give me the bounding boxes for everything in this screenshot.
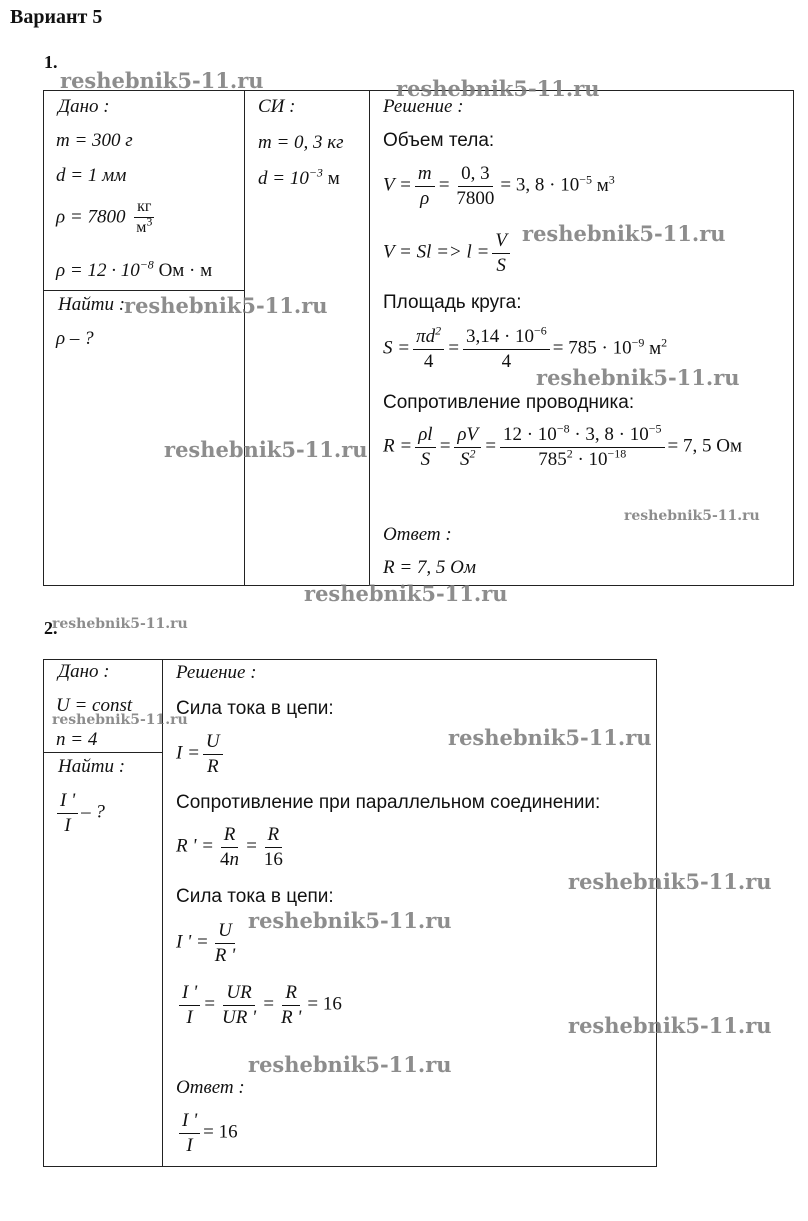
row-divider	[43, 752, 163, 753]
given-diameter: d = 1 мм	[56, 165, 127, 186]
soprot-text: Сопротивление проводника:	[383, 392, 635, 413]
watermark: reshebnik5-11.ru	[624, 508, 760, 524]
ploshad-text: Площадь круга:	[383, 292, 522, 313]
naiti-label: Найти :	[58, 294, 126, 315]
column-divider	[162, 659, 163, 1167]
otvet-label: Ответ :	[383, 524, 452, 545]
watermark: reshebnik5-11.ru	[536, 365, 740, 390]
given-resistivity: $\rho = 12 \cdot 10^{-8}$ Ом · м	[56, 257, 213, 281]
watermark: reshebnik5-11.ru	[568, 869, 772, 894]
otvet-label: Ответ :	[176, 1077, 245, 1098]
watermark: reshebnik5-11.ru	[248, 1052, 452, 1077]
given-mass: m = 300 г	[56, 130, 133, 151]
sila-toka-text-2: Сила тока в цепи:	[176, 886, 334, 907]
find-ratio: $\frac{I '}{I}$ – ?	[54, 790, 105, 837]
sila-toka-text: Сила тока в цепи:	[176, 698, 334, 719]
formula-current: I = $\frac{U}{R}$	[176, 731, 226, 778]
naiti-label: Найти :	[58, 756, 126, 777]
given-voltage: U = const	[56, 695, 133, 716]
si-label: СИ :	[258, 96, 296, 117]
given-n: n = 4	[56, 729, 98, 750]
watermark: reshebnik5-11.ru	[568, 1013, 772, 1038]
watermark: reshebnik5-11.ru	[248, 908, 452, 933]
watermark: reshebnik5-11.ru	[52, 712, 188, 728]
page-title: Вариант 5	[10, 6, 103, 28]
si-diameter: $d = 10^{-3}$ м	[258, 165, 340, 189]
dano-label: Дано :	[58, 96, 110, 117]
find-value: ρ – ?	[56, 328, 94, 349]
row-divider	[43, 290, 245, 291]
problem-1-number: 1.	[44, 52, 58, 72]
watermark: reshebnik5-11.ru	[396, 76, 600, 101]
column-divider	[244, 90, 245, 586]
si-mass: m = 0, 3 кг	[258, 132, 344, 153]
reshenie-label: Решение :	[383, 96, 464, 117]
formula-volume: V = $\frac{m}{\rho}$ = $\frac{0, 3}{7800}$ = 3, $8 \cdot 10^{-5}$ $м^3$	[383, 163, 615, 209]
obem-tela-text: Объем тела:	[383, 130, 495, 151]
given-density: ρ = 7800 $\frac{кг}{м^3}$	[56, 198, 158, 238]
watermark: reshebnik5-11.ru	[304, 581, 508, 606]
soprot-par-text: Сопротивление при параллельном соединении:	[176, 792, 601, 813]
dano-label: Дано :	[58, 661, 110, 682]
formula-ratio: $\frac{I '}{I}$ = $\frac{UR}{UR '}$ = $\frac{R}{R '}$ = 16	[176, 982, 342, 1029]
formula-new-current: I ' = $\frac{U}{R '}$	[176, 920, 236, 966]
otvet-value: R = 7, 5 Ом	[383, 557, 477, 578]
problem-2-number: 2.	[44, 618, 58, 638]
watermark: reshebnik5-11.ru	[164, 437, 368, 462]
formula-resistance: R = $\frac{\rho l}{S}$ = $\frac{\rho V}{S^2}$ = $\frac{12 \cdot 10^{-8} \cdot 3, 8 \cdot 10^{-5}}{785^2 \cdot 10^{-18}}$ = 7, 5 Ом	[383, 421, 742, 470]
formula-area: S = $\frac{\pi d^2}{4}$ = $\frac{3,14 \cdot 10^{-6}}{4}$ = $785 \cdot 10^{-9}$ $м^2$	[383, 323, 668, 372]
reshenie-label: Решение :	[176, 662, 257, 683]
column-divider	[369, 90, 370, 586]
watermark: reshebnik5-11.ru	[52, 616, 188, 632]
watermark: reshebnik5-11.ru	[124, 293, 328, 318]
formula-length: V = Sl => l = $\frac{V}{S}$	[383, 230, 513, 277]
watermark: reshebnik5-11.ru	[522, 221, 726, 246]
otvet-formula: $\frac{I '}{I}$ = 16	[176, 1110, 238, 1157]
watermark: reshebnik5-11.ru	[60, 68, 264, 93]
formula-parallel-resistance: R ' = $\frac{R}{4n}$ = $\frac{R}{16}$	[176, 824, 283, 870]
watermark: reshebnik5-11.ru	[448, 725, 652, 750]
